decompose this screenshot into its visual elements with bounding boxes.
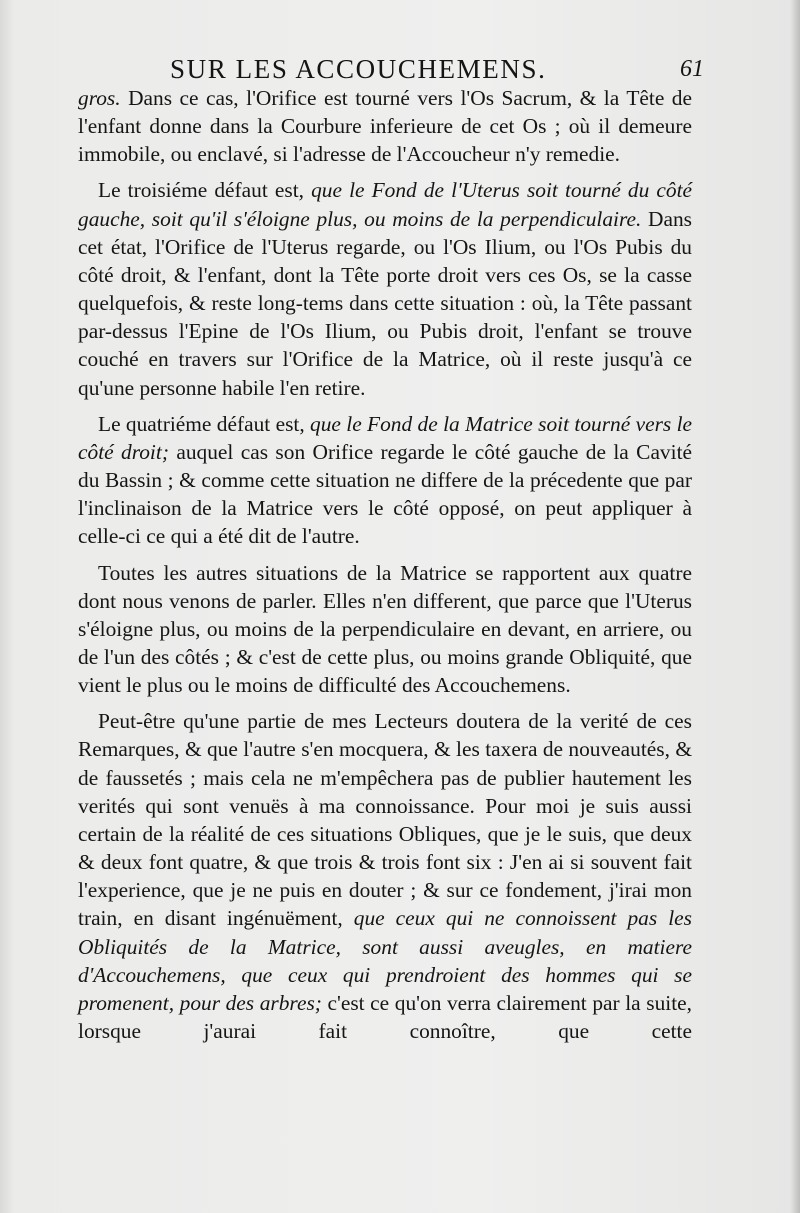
italic-passage: que le Fond de l'Uterus soit tourné du côté gauche, soit qu'il s'éloigne plus, ou moins de la perpendiculaire.: [78, 178, 693, 231]
text-passage: Le quatriéme défaut est,: [98, 411, 311, 436]
italic-passage: que le Fond de la Matrice soit tourné vers le côté droit;: [78, 411, 693, 464]
text-passage: Peut-être qu'une partie de mes Lecteurs doutera de la verité de ces Remarques, & que l'autre s'en mocquera, & les taxera de nouveautés, & de faussetés ; mais cela ne m'empêchera pas de publier hautement les verités qui sont venuës à ma connoissance. Pour moi je suis aussi certain de la réalité de ces situations Obliques, que je le suis, que deux & deux font quatre, & que trois & trois font six : J'en ai si souvent fait l'experience, que je ne puis en douter ; & sur ce fondement, j'irai mon train, en disant ingénuëment,: [78, 709, 692, 931]
text-passage: auquel cas son Orifice regarde le côté gauche de la Cavité du Bassin ; & comme cette situation ne differe de la précedente que par l'inclinaison de la Matrice vers le côté opposé, on peut appliquer à celle-ci ce qui a été dit de l'autre.: [78, 439, 693, 549]
text-passage: Le troisiéme défaut est,: [98, 178, 312, 203]
body-text: [78, 84, 692, 1045]
running-title: SUR LES ACCOUCHEMENS.: [170, 54, 547, 84]
italic-passage: que ceux qui ne connoissent pas les Obliquités de la Matrice, sont aussi aveugles, en matiere d'Accouchemens, que ceux qui prendroient des hommes qui se promenent, pour des arbres;: [78, 906, 692, 1015]
text-passage: Toutes les autres situations de la Matrice se rapportent aux quatre dont nous venons de parler. Elles n'en different, que parce que l'Uterus s'éloigne plus, ou moins de la perpendiculaire en devant, en arriere, ou de l'un des côtés ; & c'est de cette plus, ou moins grande Obliquité, que vient le plus ou le moins de difficulté des Accouchemens.: [78, 560, 692, 698]
page-number: 61: [680, 56, 704, 82]
paragraph: [78, 410, 692, 551]
paragraph: [78, 559, 692, 700]
paragraph: [78, 84, 692, 168]
italic-passage: gros.: [78, 86, 121, 110]
text-passage: Dans ce cas, l'Orifice est tourné vers l'Os Sacrum, & la Tête de l'enfant donne dans la Courbure inferieure de cet Os ; où il demeure immobile, ou enclavé, si l'adresse de l'Accoucheur n'y remedie.: [78, 86, 692, 167]
paragraph: [78, 707, 692, 1045]
text-passage: Dans cet état, l'Orifice de l'Uterus regarde, ou l'Os Ilium, ou l'Os Pubis du côté droit, & l'enfant, dont la Tête porte droit vers ces Os, se la casse quelquefois, & reste long-tems dans cette situation : où, la Tête passant par-dessus l'Epine de l'Os Ilium, ou Pubis droit, l'enfant se trouve couché en travers sur l'Orifice de la Matrice, où il reste jusqu'à ce qu'une personne habile l'en retire.: [78, 206, 692, 400]
text-passage: c'est ce qu'on verra clairement par la suite, lorsque j'aurai fait connoître, que cette: [78, 990, 692, 1043]
paragraph: [78, 176, 692, 401]
page-header: [76, 50, 708, 88]
